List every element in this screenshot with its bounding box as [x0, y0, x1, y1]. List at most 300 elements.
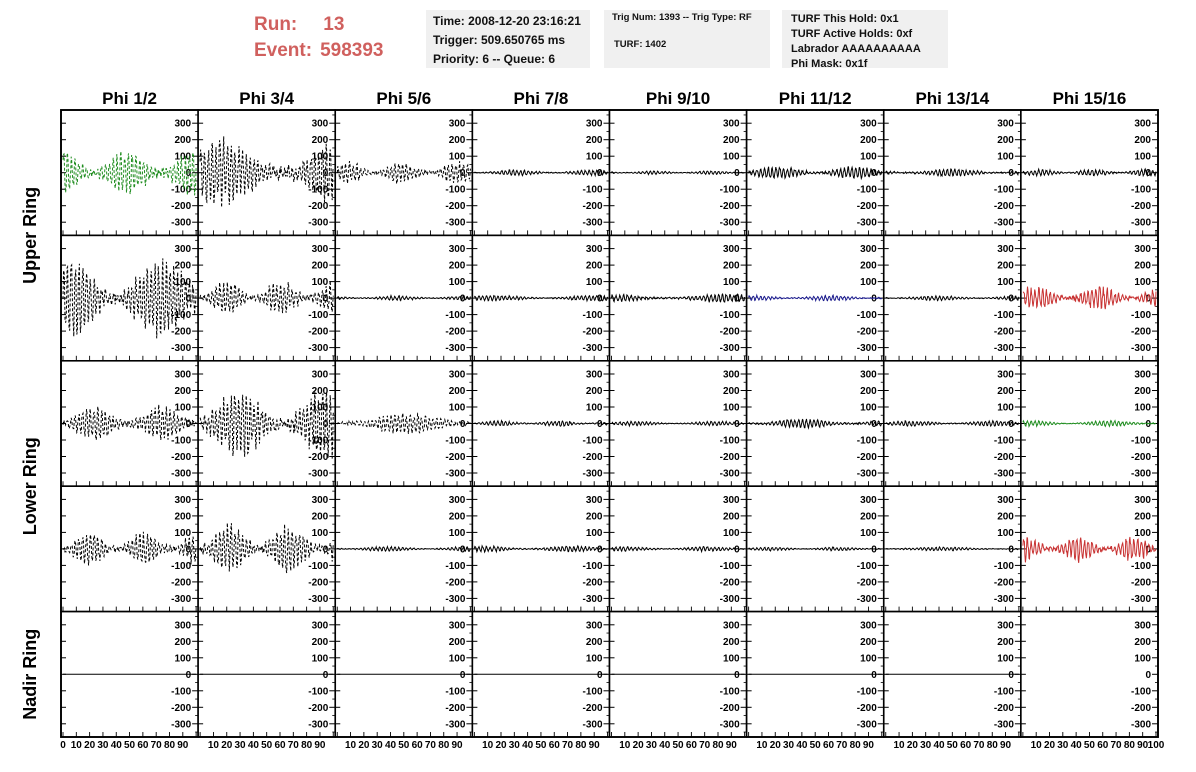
y-tick-label: -100 [582, 686, 603, 698]
y-tick-label: 0 [322, 293, 329, 305]
x-tick-label: 10 [207, 740, 219, 751]
y-tick-label: 0 [871, 544, 877, 556]
y-tick-label: 200 [585, 511, 603, 523]
y-tick-label: 300 [860, 369, 877, 381]
waveform-panel [747, 361, 884, 486]
x-tick-label: 30 [783, 740, 795, 751]
y-tick-label: -100 [582, 435, 603, 447]
y-tick-label: -200 [1130, 702, 1151, 714]
y-tick-label: 0 [322, 168, 329, 180]
y-tick-label: -100 [1130, 310, 1151, 322]
y-tick-label: -300 [445, 593, 466, 605]
waveform-panel [61, 235, 198, 360]
waveform-panel [884, 235, 1021, 360]
y-tick-label: -200 [445, 201, 466, 213]
y-tick-label: 0 [1008, 544, 1014, 556]
ring-label: Lower Ring [20, 437, 40, 536]
y-tick-label: 200 [585, 636, 603, 648]
x-tick-label: 90 [862, 740, 874, 751]
waveform-panel [472, 612, 609, 737]
y-tick-label: -200 [719, 326, 740, 338]
y-tick-label: 200 [997, 636, 1014, 648]
y-tick-label: -100 [445, 184, 466, 196]
y-tick-label: -300 [1130, 593, 1151, 605]
x-tick-label: 10 [756, 740, 768, 751]
waveform-panel [61, 110, 198, 235]
y-tick-label: -100 [1130, 435, 1151, 447]
y-tick-label: 200 [585, 135, 603, 147]
x-tick-label: 90 [177, 740, 189, 751]
y-tick-label: 0 [1145, 419, 1151, 430]
y-tick-label: -100 [582, 184, 603, 196]
y-tick-label: -300 [582, 468, 603, 480]
x-tick-label: 20 [84, 740, 96, 751]
y-tick-label: 200 [860, 260, 877, 272]
y-tick-label: 300 [860, 244, 877, 256]
y-tick-label: 0 [1145, 544, 1151, 556]
x-tick-label: 70 [699, 740, 711, 751]
x-tick-label: 80 [163, 740, 176, 751]
y-tick-label: 0 [871, 293, 877, 305]
y-tick-label: -300 [171, 343, 192, 355]
y-tick-label: -100 [856, 184, 877, 196]
x-tick-label: 20 [769, 740, 781, 751]
y-tick-label: 100 [722, 277, 740, 289]
x-tick-label: 0 [60, 740, 66, 751]
y-tick-label: 300 [860, 494, 877, 506]
y-tick-label: 300 [311, 620, 329, 632]
x-tick-label: 80 [712, 740, 724, 751]
y-tick-label: -100 [1130, 686, 1151, 698]
x-tick-label: 10 [70, 740, 82, 751]
y-tick-label: 100 [860, 402, 877, 414]
y-tick-label: -100 [856, 310, 877, 322]
y-tick-label: -200 [582, 452, 603, 463]
x-tick-label: 50 [946, 740, 958, 751]
y-tick-label: 200 [311, 135, 329, 147]
y-tick-label: 0 [596, 419, 603, 430]
y-tick-label: 0 [596, 544, 603, 556]
y-tick-label: 200 [860, 135, 877, 147]
waveform-panel [472, 110, 609, 235]
x-tick-label: 70 [1110, 740, 1122, 751]
y-tick-label: -200 [445, 326, 466, 338]
y-tick-label: 0 [185, 544, 192, 556]
y-tick-label: 300 [722, 620, 740, 632]
x-tick-label: 90 [1000, 740, 1012, 751]
y-tick-label: 0 [1008, 168, 1014, 180]
y-tick-label: 100 [585, 653, 603, 665]
y-tick-label: -200 [993, 577, 1014, 589]
y-tick-label: -300 [445, 217, 466, 229]
waveform-panel [1021, 361, 1158, 486]
y-tick-label: -300 [719, 719, 740, 731]
column-title: Phi 3/4 [239, 89, 295, 108]
x-tick-label: 50 [398, 740, 410, 751]
y-tick-label: -100 [582, 310, 603, 322]
y-tick-label: 100 [997, 653, 1014, 665]
y-tick-label: 0 [734, 669, 740, 681]
y-tick-label: -200 [856, 702, 877, 714]
y-tick-label: 100 [448, 151, 466, 163]
waveform-panel [472, 361, 609, 486]
waveform-panel [61, 361, 198, 486]
y-tick-label: -300 [1130, 719, 1151, 731]
y-tick-label: -200 [308, 326, 329, 338]
turf-text: TURF: 1402 [614, 39, 667, 50]
y-tick-label: -100 [171, 184, 192, 196]
y-tick-label: 200 [997, 135, 1014, 147]
y-tick-label: -100 [993, 310, 1014, 322]
x-tick-label: 40 [796, 740, 808, 751]
y-tick-label: -100 [308, 435, 329, 447]
y-tick-label: -100 [1130, 184, 1151, 196]
y-tick-label: 100 [174, 402, 192, 414]
x-tick-label: 60 [137, 740, 149, 751]
y-tick-label: -100 [445, 686, 466, 698]
y-tick-label: -300 [445, 343, 466, 355]
y-tick-label: 100 [860, 151, 877, 163]
y-tick-label: 100 [174, 527, 192, 539]
column-title: Phi 5/6 [376, 89, 432, 108]
waveform-panel [61, 612, 198, 737]
y-tick-label: 0 [459, 544, 466, 556]
y-tick-label: -300 [308, 593, 329, 605]
y-tick-label: -200 [445, 702, 466, 714]
x-tick-label: 40 [110, 740, 122, 751]
y-tick-label: 100 [860, 653, 877, 665]
x-tick-label: 40 [659, 740, 671, 751]
ring-label: Upper Ring [20, 186, 40, 284]
phi-mask-text: Phi Mask: 0x1f [791, 58, 868, 70]
x-tick-label: 100 [1147, 740, 1165, 751]
y-tick-label: -200 [993, 452, 1014, 463]
x-tick-label: 70 [150, 740, 162, 751]
y-tick-label: -300 [1130, 468, 1151, 480]
y-tick-label: 300 [585, 494, 603, 506]
y-tick-label: -200 [719, 452, 740, 463]
y-tick-label: -300 [856, 593, 877, 605]
x-tick-label: 50 [261, 740, 273, 751]
y-tick-label: 0 [1145, 293, 1151, 305]
y-tick-label: 100 [448, 402, 466, 414]
y-tick-label: 200 [585, 386, 603, 397]
y-tick-label: -300 [993, 217, 1014, 229]
y-tick-label: 200 [1134, 135, 1151, 147]
y-tick-label: 100 [311, 151, 329, 163]
x-tick-label: 80 [986, 740, 998, 751]
x-tick-label: 70 [836, 740, 848, 751]
y-tick-label: -100 [856, 560, 877, 572]
y-tick-label: 100 [997, 402, 1014, 414]
labrador-text: Labrador AAAAAAAAAA [791, 43, 921, 55]
y-tick-label: 100 [311, 277, 329, 289]
y-tick-label: -100 [171, 686, 192, 698]
y-tick-label: -300 [308, 468, 329, 480]
y-tick-label: 300 [174, 118, 192, 130]
y-tick-label: -300 [719, 343, 740, 355]
event-label: Event: [254, 40, 313, 61]
y-tick-label: 100 [860, 527, 877, 539]
y-tick-label: 300 [448, 620, 466, 632]
x-tick-label: 30 [1057, 740, 1069, 751]
y-tick-label: -100 [719, 686, 740, 698]
waveform-panel [335, 612, 472, 737]
y-tick-label: 0 [459, 419, 466, 430]
y-tick-label: 0 [459, 168, 466, 180]
y-tick-label: 200 [311, 260, 329, 272]
y-tick-label: -200 [582, 577, 603, 589]
x-tick-label: 50 [1083, 740, 1095, 751]
y-tick-label: -200 [308, 702, 329, 714]
y-tick-label: -200 [582, 201, 603, 213]
y-tick-label: 300 [1134, 620, 1151, 632]
x-tick-label: 20 [358, 740, 370, 751]
y-tick-label: 100 [860, 277, 877, 289]
y-tick-label: 100 [448, 653, 466, 665]
waveform-panel [884, 361, 1021, 486]
y-tick-label: 300 [311, 118, 329, 130]
y-tick-label: 200 [722, 260, 740, 272]
trig-num-text: Trig Num: 1393 -- Trig Type: RF [612, 12, 752, 23]
x-tick-label: 20 [1043, 740, 1056, 751]
y-tick-label: 200 [860, 386, 877, 397]
y-tick-label: -100 [993, 184, 1014, 196]
y-tick-label: -300 [719, 593, 740, 605]
y-tick-label: 200 [585, 260, 603, 272]
y-tick-label: -300 [993, 719, 1014, 731]
x-tick-label: 60 [411, 740, 423, 751]
y-tick-label: -300 [582, 343, 603, 355]
y-tick-label: -100 [993, 560, 1014, 572]
waveform-panel [1021, 110, 1158, 235]
waveform-panel [198, 486, 335, 611]
waveform-panel [747, 235, 884, 360]
y-tick-label: -200 [308, 201, 329, 213]
x-tick-label: 20 [495, 740, 507, 751]
x-tick-label: 20 [632, 740, 644, 751]
y-tick-label: 0 [734, 293, 740, 305]
x-tick-label: 40 [522, 740, 534, 751]
y-tick-label: -100 [719, 560, 740, 572]
y-tick-label: -200 [171, 577, 192, 589]
event-value: 598393 [320, 40, 384, 61]
y-tick-label: -200 [993, 201, 1014, 213]
y-tick-label: 300 [448, 369, 466, 381]
y-tick-label: 100 [311, 527, 329, 539]
y-tick-label: 0 [322, 419, 329, 430]
y-tick-label: 0 [1008, 419, 1014, 430]
y-tick-label: 300 [997, 244, 1014, 256]
waveform-panel [747, 110, 884, 235]
y-tick-label: -200 [856, 577, 877, 589]
y-tick-label: -200 [1130, 326, 1151, 338]
y-tick-label: 200 [997, 260, 1014, 272]
x-tick-label: 40 [247, 740, 259, 751]
y-tick-label: 300 [997, 118, 1014, 130]
y-tick-label: 200 [1134, 511, 1151, 523]
time-text: Time: 2008-12-20 23:16:21 [433, 14, 581, 28]
y-tick-label: 200 [174, 511, 192, 523]
turf-active-text: TURF Active Holds: 0xf [791, 28, 913, 40]
x-tick-label: 90 [725, 740, 737, 751]
y-tick-label: 200 [448, 386, 466, 397]
y-tick-label: 0 [596, 168, 603, 180]
y-tick-label: -200 [719, 201, 740, 213]
y-tick-label: 100 [722, 653, 740, 665]
y-tick-label: -100 [445, 435, 466, 447]
x-tick-label: 80 [301, 740, 313, 751]
y-tick-label: -100 [1130, 560, 1151, 572]
y-tick-label: 100 [722, 151, 740, 163]
y-tick-label: 0 [185, 293, 192, 305]
y-tick-label: -200 [171, 702, 192, 714]
y-tick-label: -300 [719, 468, 740, 480]
y-tick-label: -300 [171, 719, 192, 731]
x-tick-label: 10 [893, 740, 905, 751]
y-tick-label: -100 [171, 560, 192, 572]
column-title: Phi 15/16 [1052, 89, 1127, 108]
y-tick-label: -200 [171, 201, 192, 213]
y-tick-label: 200 [997, 511, 1014, 523]
y-tick-label: 100 [722, 402, 740, 414]
x-tick-label: 30 [234, 740, 246, 751]
y-tick-label: 200 [448, 636, 466, 648]
y-tick-label: 0 [871, 669, 877, 681]
y-tick-label: 200 [174, 260, 192, 272]
y-tick-label: 200 [1134, 386, 1151, 397]
y-tick-label: 300 [1134, 118, 1151, 130]
y-tick-label: -300 [1130, 343, 1151, 355]
y-tick-label: -300 [582, 719, 603, 731]
y-tick-label: -100 [445, 560, 466, 572]
x-tick-label: 60 [548, 740, 560, 751]
y-tick-label: 0 [1008, 669, 1014, 681]
y-tick-label: 200 [174, 386, 192, 397]
y-tick-label: 200 [722, 511, 740, 523]
y-tick-label: -100 [445, 310, 466, 322]
y-tick-label: 0 [322, 669, 329, 681]
waveform-panel [610, 361, 747, 486]
y-tick-label: 0 [871, 419, 877, 430]
x-tick-label: 90 [451, 740, 463, 751]
y-tick-label: -200 [582, 702, 603, 714]
trigger-text: Trigger: 509.650765 ms [433, 33, 566, 47]
y-tick-label: -100 [993, 686, 1014, 698]
waveform-panel [198, 235, 335, 360]
y-tick-label: 0 [1145, 669, 1151, 681]
y-tick-label: 200 [448, 135, 466, 147]
waveform-panel [884, 110, 1021, 235]
y-tick-label: 100 [1134, 653, 1151, 665]
y-tick-label: 300 [311, 244, 329, 256]
y-tick-label: 200 [311, 386, 329, 397]
y-tick-label: 100 [174, 653, 192, 665]
y-tick-label: 300 [585, 118, 603, 130]
y-tick-label: -100 [171, 310, 192, 322]
y-tick-label: -100 [719, 310, 740, 322]
ring-label: Nadir Ring [20, 628, 40, 720]
y-tick-label: 100 [1134, 402, 1151, 414]
y-tick-label: -300 [582, 217, 603, 229]
y-tick-label: -300 [856, 217, 877, 229]
y-tick-label: 200 [174, 135, 192, 147]
y-tick-label: 200 [174, 636, 192, 648]
y-tick-label: -300 [582, 593, 603, 605]
y-tick-label: 200 [722, 636, 740, 648]
y-tick-label: 100 [997, 151, 1014, 163]
y-tick-label: 200 [722, 135, 740, 147]
y-tick-label: 300 [1134, 494, 1151, 506]
x-tick-label: 80 [438, 740, 450, 751]
y-tick-label: 0 [185, 669, 192, 681]
y-tick-label: 100 [722, 527, 740, 539]
y-tick-label: 300 [997, 620, 1014, 632]
y-tick-label: -300 [308, 217, 329, 229]
x-tick-label: 60 [1097, 740, 1109, 751]
waveform-panel [610, 110, 747, 235]
y-tick-label: 300 [722, 118, 740, 130]
y-tick-label: 300 [585, 244, 603, 256]
y-tick-label: 300 [174, 494, 192, 506]
x-tick-label: 10 [482, 740, 494, 751]
y-tick-label: -200 [856, 326, 877, 338]
y-tick-label: 0 [322, 544, 329, 556]
y-tick-label: -300 [308, 343, 329, 355]
x-tick-label: 60 [822, 740, 835, 751]
y-tick-label: 300 [722, 494, 740, 506]
waveform-panel [61, 486, 198, 611]
y-tick-label: 300 [174, 369, 192, 381]
y-tick-label: 100 [997, 277, 1014, 289]
y-tick-label: 300 [860, 118, 877, 130]
waveform-panel [472, 235, 609, 360]
waveform-panel [198, 612, 335, 737]
run-value: 13 [323, 14, 345, 35]
y-tick-label: 200 [860, 511, 877, 523]
y-tick-label: 100 [1134, 527, 1151, 539]
y-tick-label: 0 [734, 168, 740, 180]
y-tick-label: -100 [582, 560, 603, 572]
x-tick-label: 50 [535, 740, 547, 751]
x-tick-label: 30 [97, 740, 109, 751]
waveform-panel [335, 486, 472, 611]
y-tick-label: -300 [993, 343, 1014, 355]
y-tick-label: -300 [1130, 217, 1151, 229]
y-tick-label: -100 [308, 310, 329, 322]
x-tick-label: 80 [1123, 740, 1135, 751]
y-tick-label: 300 [1134, 369, 1151, 381]
waveform-panel [747, 486, 884, 611]
y-tick-label: 200 [448, 260, 466, 272]
x-tick-label: 30 [920, 740, 932, 751]
y-tick-label: -300 [445, 719, 466, 731]
waveform-panel [610, 235, 747, 360]
y-tick-label: -200 [445, 452, 466, 463]
y-tick-label: 300 [311, 494, 329, 506]
y-tick-label: 200 [448, 511, 466, 523]
waveform-panel [884, 486, 1021, 611]
x-tick-label: 10 [1030, 740, 1042, 751]
y-tick-label: 300 [174, 244, 192, 256]
x-tick-label: 60 [685, 740, 697, 751]
y-tick-label: 100 [997, 527, 1014, 539]
y-tick-label: 0 [459, 293, 466, 305]
y-tick-label: 200 [1134, 260, 1151, 272]
y-tick-label: -200 [993, 326, 1014, 338]
y-tick-label: 300 [448, 244, 466, 256]
priority-text: Priority: 6 -- Queue: 6 [433, 52, 556, 66]
